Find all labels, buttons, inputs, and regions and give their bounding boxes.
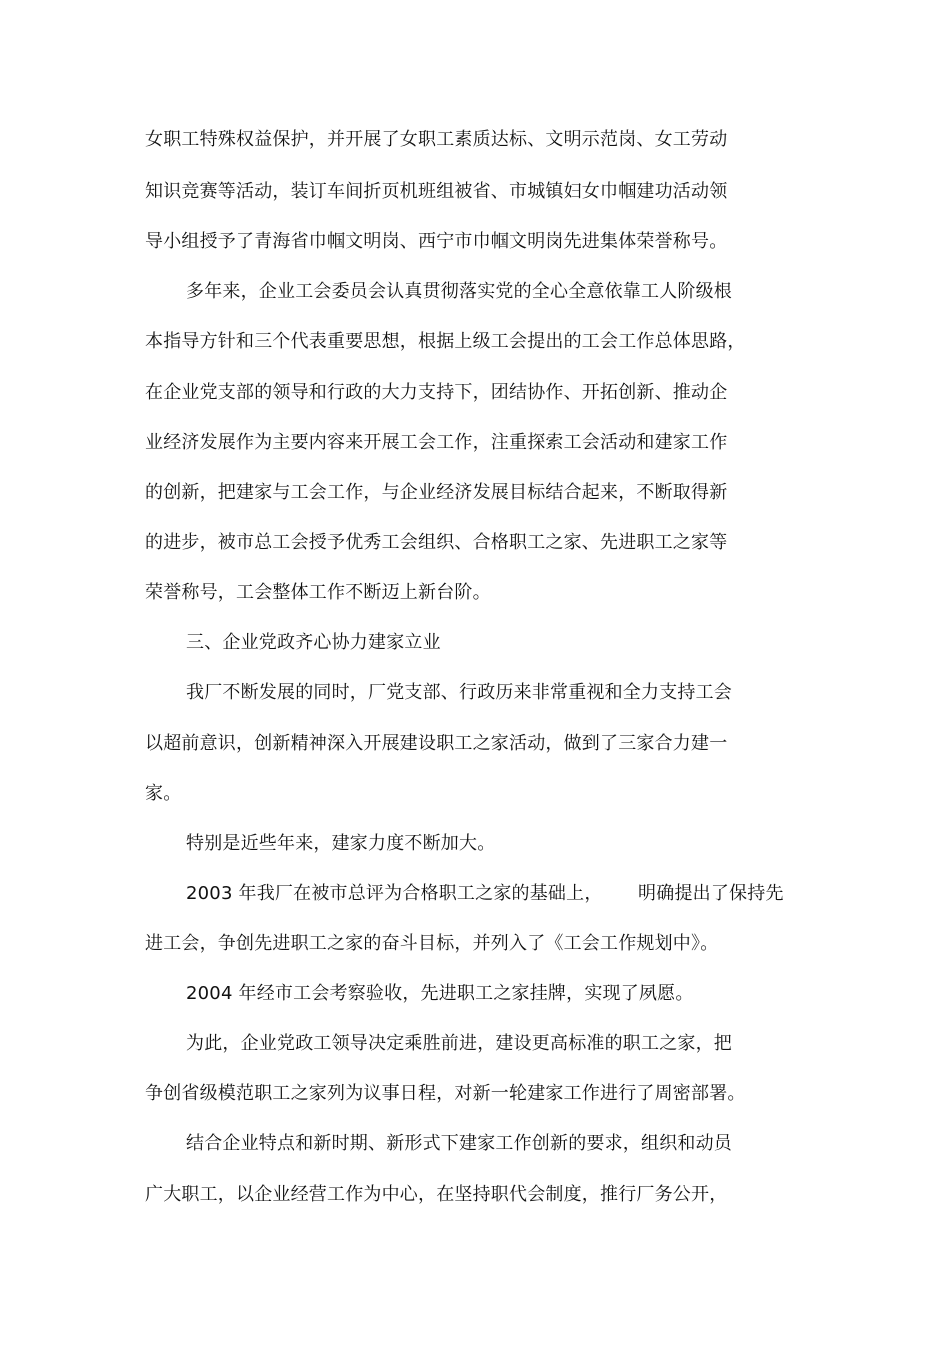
section-heading: 三、企业党政齐心协力建家立业 <box>186 632 441 653</box>
paragraph-start-line: 特别是近些年来，建家力度不断加大。 <box>186 833 496 854</box>
text-line: 知识竞赛等活动，装订车间折页机班组被省、市城镇妇女巾帼建功活动领 <box>145 181 728 202</box>
text-line: 女职工特殊权益保护，并开展了女职工素质达标、文明示范岗、女工劳动 <box>145 129 728 150</box>
text-line: 业经济发展作为主要内容来开展工会工作，注重探索工会活动和建家工作 <box>145 432 728 453</box>
paragraph-start-line: 我厂不断发展的同时，厂党支部、行政历来非常重视和全力支持工会 <box>186 682 732 703</box>
paragraph-start-line: 为此，企业党政工领导决定乘胜前进，建设更高标准的职工之家，把 <box>186 1033 732 1054</box>
text-line: 荣誉称号，工会整体工作不断迈上新台阶。 <box>145 582 491 603</box>
text-line: 争创省级模范职工之家列为议事日程，对新一轮建家工作进行了周密部署。 <box>145 1083 746 1104</box>
text-line: 家。 <box>145 783 182 804</box>
paragraph-start-line: 2003 年我厂在被市总评为合格职工之家的基础上， 明确提出了保持先 <box>186 883 784 904</box>
text-line: 本指导方针和三个代表重要思想，根据上级工会提出的工会工作总体思路， <box>145 331 746 352</box>
text-line: 的进步，被市总工会授予优秀工会组织、合格职工之家、先进职工之家等 <box>145 532 728 553</box>
text-line: 广大职工，以企业经营工作为中心，在坚持职代会制度，推行厂务公开， <box>145 1184 728 1205</box>
text-line: 导小组授予了青海省巾帼文明岗、西宁市巾帼文明岗先进集体荣誉称号。 <box>145 231 728 252</box>
paragraph-start-line: 结合企业特点和新时期、新形式下建家工作创新的要求，组织和动员 <box>186 1133 732 1154</box>
text-line: 在企业党支部的领导和行政的大力支持下，团结协作、开拓创新、推动企 <box>145 382 728 403</box>
paragraph-start-line: 多年来，企业工会委员会认真贯彻落实党的全心全意依靠工人阶级根 <box>186 281 732 302</box>
paragraph-start-line: 2004 年经市工会考察验收，先进职工之家挂牌，实现了夙愿。 <box>186 983 694 1004</box>
text-line: 进工会，争创先进职工之家的奋斗目标，并列入了《工会工作规划中》。 <box>145 933 719 954</box>
text-line: 的创新，把建家与工会工作，与企业经济发展目标结合起来，不断取得新 <box>145 482 728 503</box>
text-line: 以超前意识，创新精神深入开展建设职工之家活动，做到了三家合力建一 <box>145 733 728 754</box>
